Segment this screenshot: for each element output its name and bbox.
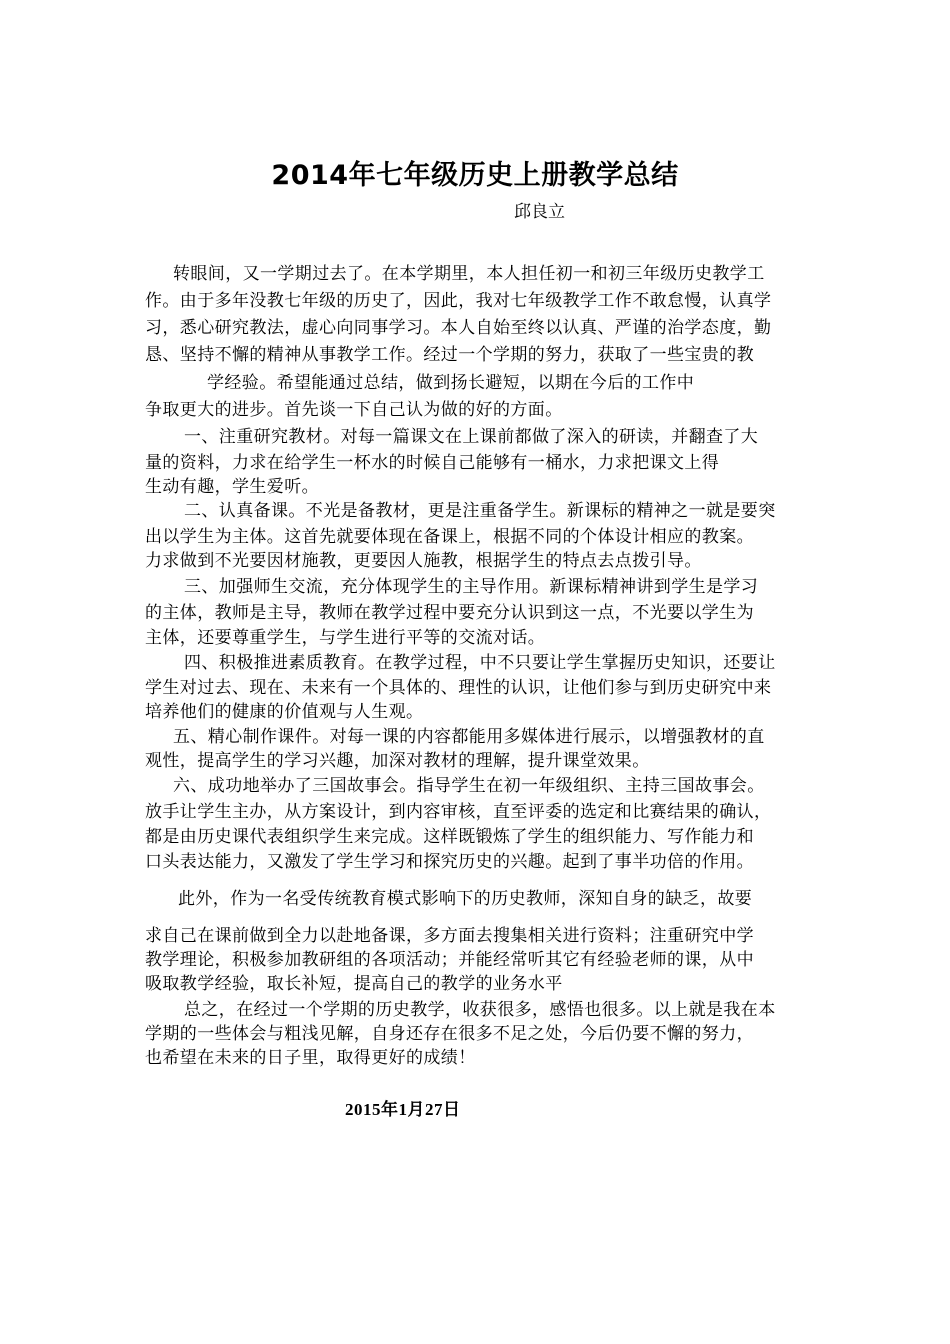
body-line: 教学理论，积极参加教研组的各项活动；并能经常听其它有经验老师的课，从中 [145, 950, 754, 970]
body-line: 总之，在经过一个学期的历史教学，收获很多，感悟也很多。以上就是我在本 [184, 1000, 776, 1020]
body-line: 转眼间，又一学期过去了。在本学期里，本人担任初一和初三年级历史教学工 [173, 264, 765, 284]
body-line: 求自己在课前做到全力以赴地备课，多方面去搜集相关进行资料；注重研究中学 [145, 926, 754, 946]
body-line: 争取更大的进步。首先谈一下自己认为做的好的方面。 [145, 400, 563, 420]
body-line: 的主体，教师是主导，教师在教学过程中要充分认识到这一点，不光要以学生为 [145, 603, 754, 623]
body-line: 恳、坚持不懈的精神从事教学工作。经过一个学期的努力，获取了一些宝贵的教 [145, 345, 754, 365]
body-line: 吸取教学经验，取长补短，提高自己的教学的业务水平 [145, 974, 563, 994]
body-line: 三、加强师生交流，充分体现学生的主导作用。新课标精神讲到学生是学习 [184, 577, 759, 597]
body-line: 也希望在未来的日子里，取得更好的成绩！ [145, 1048, 476, 1068]
body-line: 作。由于多年没教七年级的历史了，因此，我对七年级教学工作不敢怠慢，认真学 [145, 291, 772, 311]
document-title: 2014年七年级历史上册教学总结 [271, 160, 679, 191]
body-line: 六、成功地举办了三国故事会。指导学生在初一年级组织、主持三国故事会。 [173, 776, 765, 796]
body-line: 培养他们的健康的价值观与人生观。 [145, 702, 424, 722]
body-line: 生动有趣，学生爱听。 [145, 477, 319, 497]
body-line: 力求做到不光要因材施教，更要因人施教，根据学生的特点去点拨引导。 [145, 551, 702, 571]
body-line: 五、精心制作课件。对每一课的内容都能用多媒体进行展示，以增强教材的直 [173, 727, 765, 747]
body-line: 都是由历史课代表组织学生来完成。这样既锻炼了学生的组织能力、写作能力和 [145, 827, 754, 847]
body-line: 学经验。希望能通过总结，做到扬长避短，以期在今后的工作中 [207, 373, 695, 393]
body-line: 观性，提高学生的学习兴趣，加深对教材的理解，提升课堂效果。 [145, 751, 650, 771]
body-line: 出以学生为主体。这首先就要体现在备课上，根据不同的个体设计相应的教案。 [145, 527, 754, 547]
body-line: 习，悉心研究教法，虚心向同事学习。本人自始至终以认真、严谨的治学态度，勤 [145, 318, 772, 338]
body-line: 此外，作为一名受传统教育模式影响下的历史教师，深知自身的缺乏，故要 [178, 889, 753, 909]
body-line: 一、注重研究教材。对每一篇课文在上课前都做了深入的研读，并翻查了大 [184, 427, 759, 447]
body-line: 学生对过去、现在、未来有一个具体的、理性的认识，让他们参与到历史研究中来 [145, 678, 772, 698]
body-line: 量的资料，力求在给学生一杯水的时候自己能够有一桶水，力求把课文上得 [145, 453, 720, 473]
body-line: 放手让学生主办，从方案设计，到内容审核，直至评委的选定和比赛结果的确认， [145, 802, 772, 822]
body-line: 四、积极推进素质教育。在教学过程，中不只要让学生掌握历史知识，还要让 [184, 653, 776, 673]
author-name: 邱良立 [514, 202, 565, 222]
body-line: 学期的一些体会与粗浅见解，自身还存在很多不足之处，今后仍要不懈的努力， [145, 1024, 754, 1044]
body-line: 二、认真备课。不光是备教材，更是注重备学生。新课标的精神之一就是要突 [184, 501, 776, 521]
body-line: 口头表达能力，又激发了学生学习和探究历史的兴趣。起到了事半功倍的作用。 [145, 852, 754, 872]
document-date: 2015年1月27日 [345, 1100, 461, 1119]
body-line: 主体，还要尊重学生，与学生进行平等的交流对话。 [145, 628, 546, 648]
